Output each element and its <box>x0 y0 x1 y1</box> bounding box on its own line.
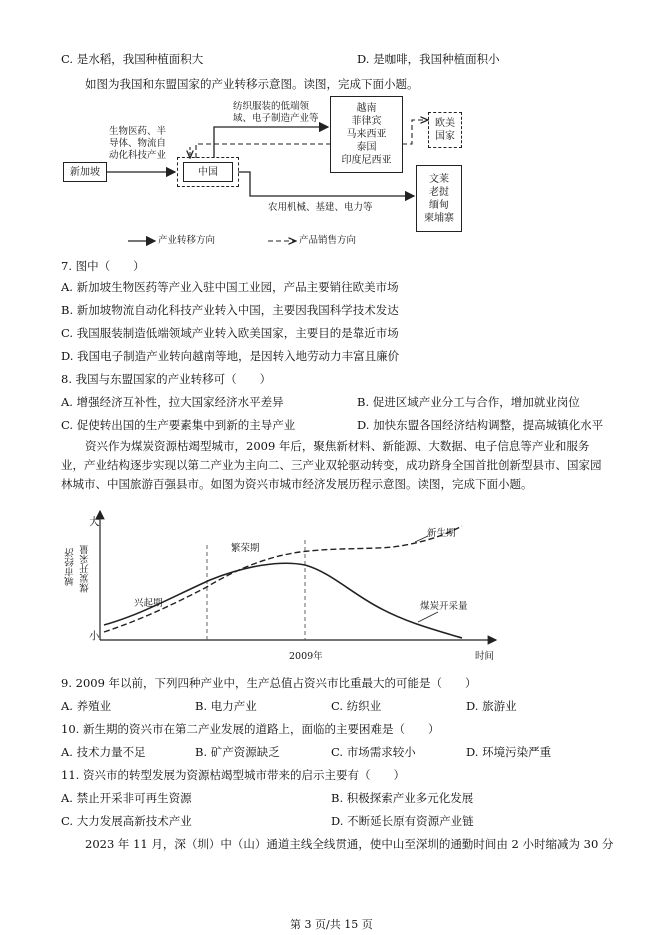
q10-option-b: B. 矿产资源缺乏 <box>195 745 280 759</box>
label-bio-3: 动化科技产业 <box>109 150 167 161</box>
q6-option-d: D. 是咖啡，我国种植面积小 <box>357 52 500 66</box>
next-intro: 2023 年 11 月，深（圳）中（山）通道主线全线贯通，使中山至深圳的通勤时间由 2 小时缩减为 30 分 <box>85 837 614 851</box>
q7-option-d: D. 我国电子制造产业转向越南等地，是因转入地劳动力丰富且廉价 <box>61 349 400 363</box>
y-label-city-economy: 城市经济 <box>65 548 76 586</box>
q11-option-d: D. 不断延长原有资源产业链 <box>331 814 474 828</box>
group-a-4: 泰国 <box>356 142 377 153</box>
q11-option-a: A. 禁止开采非可再生资源 <box>61 791 192 805</box>
group-b-2: 老挝 <box>429 186 449 198</box>
label-bio-1: 生物医药、半 <box>109 126 167 137</box>
europe-1: 欧美 <box>435 118 455 129</box>
q9-option-a: A. 养殖业 <box>61 699 112 713</box>
intro-diagram: 如图为我国和东盟国家的产业转移示意图。读图，完成下面小题。 <box>85 77 419 91</box>
coal-curve-label: 煤炭开采量 <box>420 601 468 612</box>
stage-new-label: 新生期 <box>427 528 456 539</box>
box-china: 中国 <box>183 162 233 182</box>
q10-option-c: C. 市场需求较小 <box>331 745 416 759</box>
box-singapore: 新加坡 <box>63 162 107 182</box>
page-footer: 第 3 页/共 15 页 <box>290 918 373 931</box>
group-b-4: 柬埔寨 <box>424 212 454 224</box>
group-a-5: 印度尼西亚 <box>341 155 392 166</box>
q11-stem: 11. 资兴市的转型发展为资源枯竭型城市带来的启示主要有（ ） <box>61 768 405 782</box>
group-a-1: 越南 <box>356 103 377 114</box>
q7-stem: 7. 图中（ ） <box>61 259 145 273</box>
q9-option-c: C. 纺织业 <box>331 699 382 713</box>
group-b-1: 文莱 <box>429 173 449 185</box>
label-textile-2: 域、电子制造产业等 <box>233 113 319 124</box>
q11-option-c: C. 大力发展高新技术产业 <box>61 814 192 828</box>
q8-stem: 8. 我国与东盟国家的产业转移可（ ） <box>61 372 272 386</box>
q9-option-b: B. 电力产业 <box>195 699 257 713</box>
y-label-coal: 煤炭开采量 <box>80 545 91 593</box>
q8-option-d: D. 加快东盟各国经济结构调整，提高城镇化水平 <box>357 418 604 432</box>
label-agri: 农用机械、基建、电力等 <box>268 202 373 213</box>
q7-option-c: C. 我国服装制造低端领域产业转入欧美国家，主要目的是靠近市场 <box>61 326 399 340</box>
group-a-3: 马来西亚 <box>346 129 387 140</box>
q11-option-b: B. 积极探索产业多元化发展 <box>331 791 474 805</box>
legend-transfer: 产业转移方向 <box>158 235 216 246</box>
q7-option-a: A. 新加坡生物医药等产业入驻中国工业园，产品主要销往欧美市场 <box>61 280 399 294</box>
q8-option-c: C. 促使转出国的生产要素集中到新的主导产业 <box>61 418 296 432</box>
q7-option-b: B. 新加坡物流自动化科技产业转入中国，主要因我国科学技术发达 <box>61 303 399 317</box>
q8-option-a: A. 增强经济互补性，拉大国家经济水平差异 <box>61 395 284 409</box>
stage-boom-label: 繁荣期 <box>231 543 260 554</box>
label-textile-1: 纺织服装的低端领 <box>233 101 310 112</box>
y-axis-top: 大 <box>89 516 100 528</box>
stage-rise-label: 兴起期 <box>134 598 163 609</box>
x-axis-label: 时间 <box>475 651 495 662</box>
x-axis-2009: 2009年 <box>289 651 323 662</box>
q9-option-d: D. 旅游业 <box>466 699 517 713</box>
q10-stem: 10. 新生期的资兴市在第二产业发展的道路上，面临的主要困难是（ ） <box>61 722 440 736</box>
group-b-3: 缅甸 <box>429 199 449 211</box>
legend-sales: 产品销售方向 <box>299 235 357 246</box>
intro-chart: 资兴作为煤炭资源枯竭型城市，2009 年后，聚焦新材料、新能源、大数据、电子信息等产业和服务业，产业结构逐步实现以第二产业为主向二、三产业双轮驱动转变，成功跻身全国首批创新型县市、国家园林城市、中国旅游百强县市。如图为资兴市城市经济发展历程示意图。读图，完成下面小题。 <box>61 439 602 491</box>
group-a-2: 菲律宾 <box>351 116 382 127</box>
label-bio-2: 导体、物流自 <box>109 138 167 149</box>
y-axis-bottom: 小 <box>89 630 100 642</box>
q9-stem: 9. 2009 年以前，下列四种产业中，生产总值占资兴市比重最大的可能是（ ） <box>61 676 477 690</box>
q8-option-b: B. 促进区域产业分工与合作，增加就业岗位 <box>357 395 580 409</box>
europe-2: 国家 <box>435 131 455 142</box>
q10-option-a: A. 技术力量不足 <box>61 745 146 759</box>
q6-option-c: C. 是水稻，我国种植面积大 <box>61 52 204 66</box>
q10-option-d: D. 环境污染严重 <box>466 745 552 759</box>
